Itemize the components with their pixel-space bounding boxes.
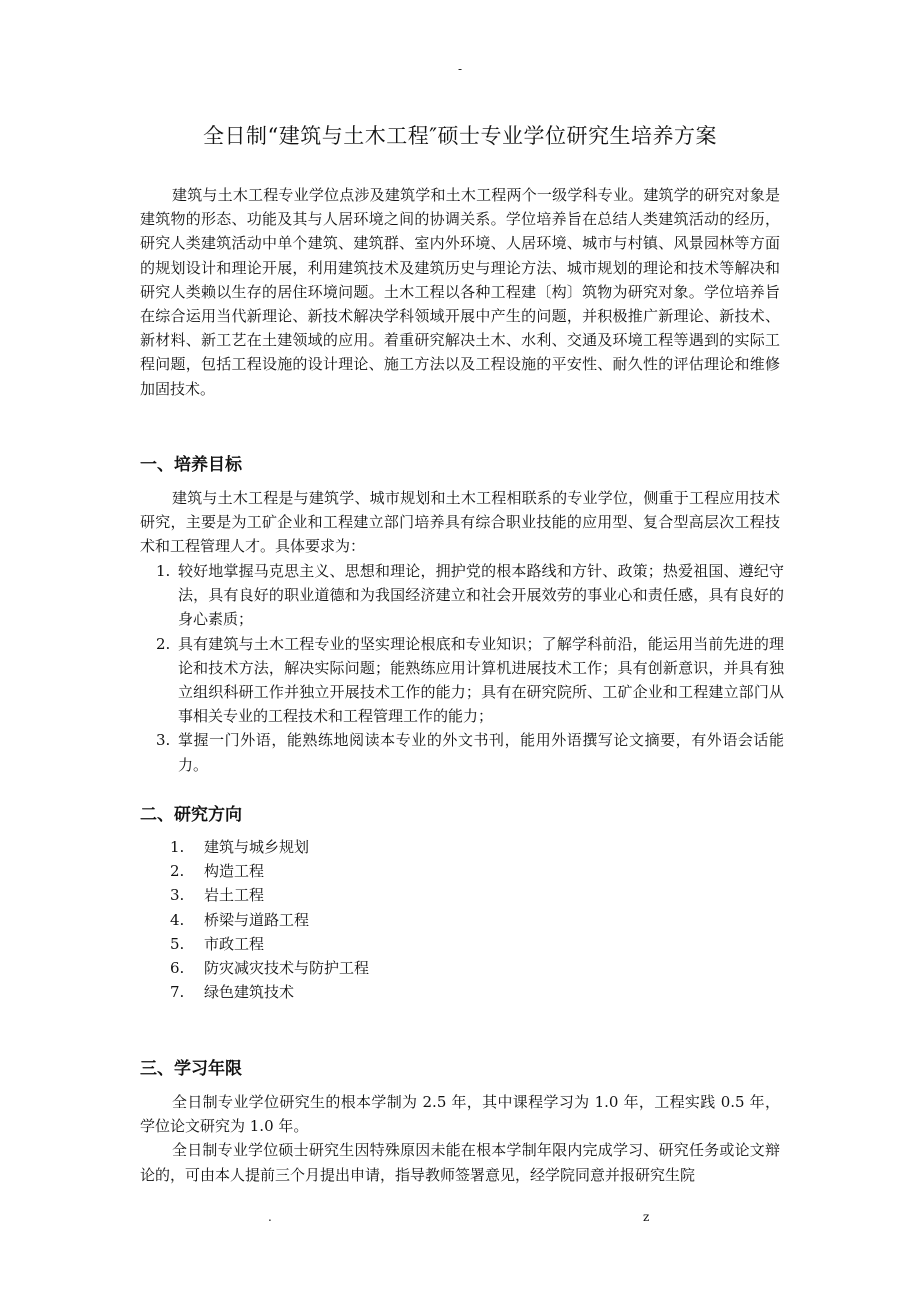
list-item-number: 2. bbox=[170, 862, 185, 881]
study-duration-paragraph: 全日制专业学位硕士研究生因特殊原因未能在根本学制年限内完成学习、研究任务或论文辩论的，可由本人提前三个月提出申请，指导教师签署意见，经学院同意并报研究生院 bbox=[140, 1141, 780, 1184]
header-mark: - bbox=[457, 62, 463, 76]
list-item bbox=[156, 728, 784, 776]
page-title: 全日制“建筑与土木工程″硕士专业学位研究生培养方案 bbox=[202, 124, 718, 148]
intro-paragraph: 建筑与土木工程专业学位点涉及建筑学和土木工程两个一级学科专业。建筑学的研究对象是建筑物的形态、功能及其与人居环境之间的协调关系。学位培养旨在总结人类建筑活动的经历，研究人类建筑活动中单个建筑、建筑群、室内外环境、人居环境、城市与村镇、风景园林等方面的规划设计和理论开展，利用建筑技术及建筑历史与理论方法、城市规划的理论和技术等解决和研究人类赖以生存的居住环境问题。土木工程以各种工程建〔构〕筑物为研究对象。学位培养旨在综合运用当代新理论、新技术解决学科领域开展中产生的问题，并积极推广新理论、新技术、新材料、新工艺在土建领域的应用。着重研究解决土木、水利、交通及环境工程等遇到的实际工程问题，包括工程设施的设计理论、施工方法以及工程设施的平安性、耐久性的评估理论和维修加固技术。 bbox=[140, 186, 780, 398]
study-duration-paragraph: 全日制专业学位研究生的根本学制为 2.5 年，其中课程学习为 1.0 年，工程实践 0.5 年，学位论文研究为 1.0 年。 bbox=[140, 1093, 780, 1136]
objectives-list bbox=[156, 559, 784, 777]
list-item bbox=[170, 908, 369, 932]
list-item bbox=[156, 559, 784, 632]
list-item bbox=[170, 883, 369, 907]
list-item-text: 绿色建筑技术 bbox=[204, 983, 295, 1002]
list-item-number: 1. bbox=[156, 562, 171, 580]
section-heading-research-directions: 二、研究方向 bbox=[140, 805, 242, 825]
list-item bbox=[170, 932, 369, 956]
list-item-text: 市政工程 bbox=[204, 934, 265, 953]
list-item bbox=[156, 632, 784, 729]
list-item-number: 3. bbox=[170, 886, 185, 905]
list-item bbox=[170, 956, 369, 980]
list-item-number: 7. bbox=[170, 983, 185, 1002]
list-item-number: 3. bbox=[156, 731, 171, 750]
list-item-text: 防灾减灾技术与防护工程 bbox=[204, 959, 370, 978]
list-item-number: 4. bbox=[170, 910, 185, 929]
list-item-text: 岩土工程 bbox=[204, 886, 265, 905]
list-item-text: 掌握一门外语，能熟练地阅读本专业的外文书刊，能用外语撰写论文摘要，有外语会话能力。 bbox=[178, 731, 784, 774]
list-item bbox=[170, 859, 369, 883]
list-item bbox=[170, 980, 369, 1004]
list-item-text: 具有建筑与土木工程专业的坚实理论根底和专业知识；了解学科前沿，能运用当前先进的理论和技术方法，解决实际问题；能熟练应用计算机进展技术工作；具有创新意识，并具有独立组织科研工作并独立开展技术工作的能力；具有在研究院所、工矿企业和工程建立部门从事相关专业的工程技术和工程管理工作的能力； bbox=[178, 634, 784, 726]
footer-right-mark: z bbox=[643, 1210, 650, 1224]
list-item-text: 构造工程 bbox=[204, 862, 265, 881]
list-item bbox=[170, 835, 369, 859]
list-item-number: 6. bbox=[170, 959, 185, 978]
list-item-text: 较好地掌握马克思主义、思想和理论，拥护党的根本路线和方针、政策；热爱祖国、遵纪守法，具有良好的职业道德和为我国经济建立和社会开展效劳的事业心和责任感，具有良好的身心素质； bbox=[178, 562, 784, 629]
objectives-lead-paragraph: 建筑与土木工程是与建筑学、城市规划和土木工程相联系的专业学位，侧重于工程应用技术研究，主要是为工矿企业和工程建立部门培养具有综合职业技能的应用型、复合型高层次工程技术和工程管理人才。具体要求为： bbox=[140, 489, 780, 556]
list-item-number: 2. bbox=[156, 634, 171, 653]
section-heading-objectives: 一、培养目标 bbox=[140, 455, 242, 475]
list-item-text: 建筑与城乡规划 bbox=[204, 838, 310, 856]
list-item-text: 桥梁与道路工程 bbox=[204, 910, 310, 929]
list-item-number: 1. bbox=[170, 838, 185, 856]
research-directions-list bbox=[170, 835, 369, 1004]
section-heading-study-duration: 三、学习年限 bbox=[140, 1059, 242, 1079]
study-duration-body bbox=[140, 1090, 780, 1187]
list-item-number: 5. bbox=[170, 934, 185, 953]
footer-left-mark: . bbox=[268, 1210, 272, 1224]
